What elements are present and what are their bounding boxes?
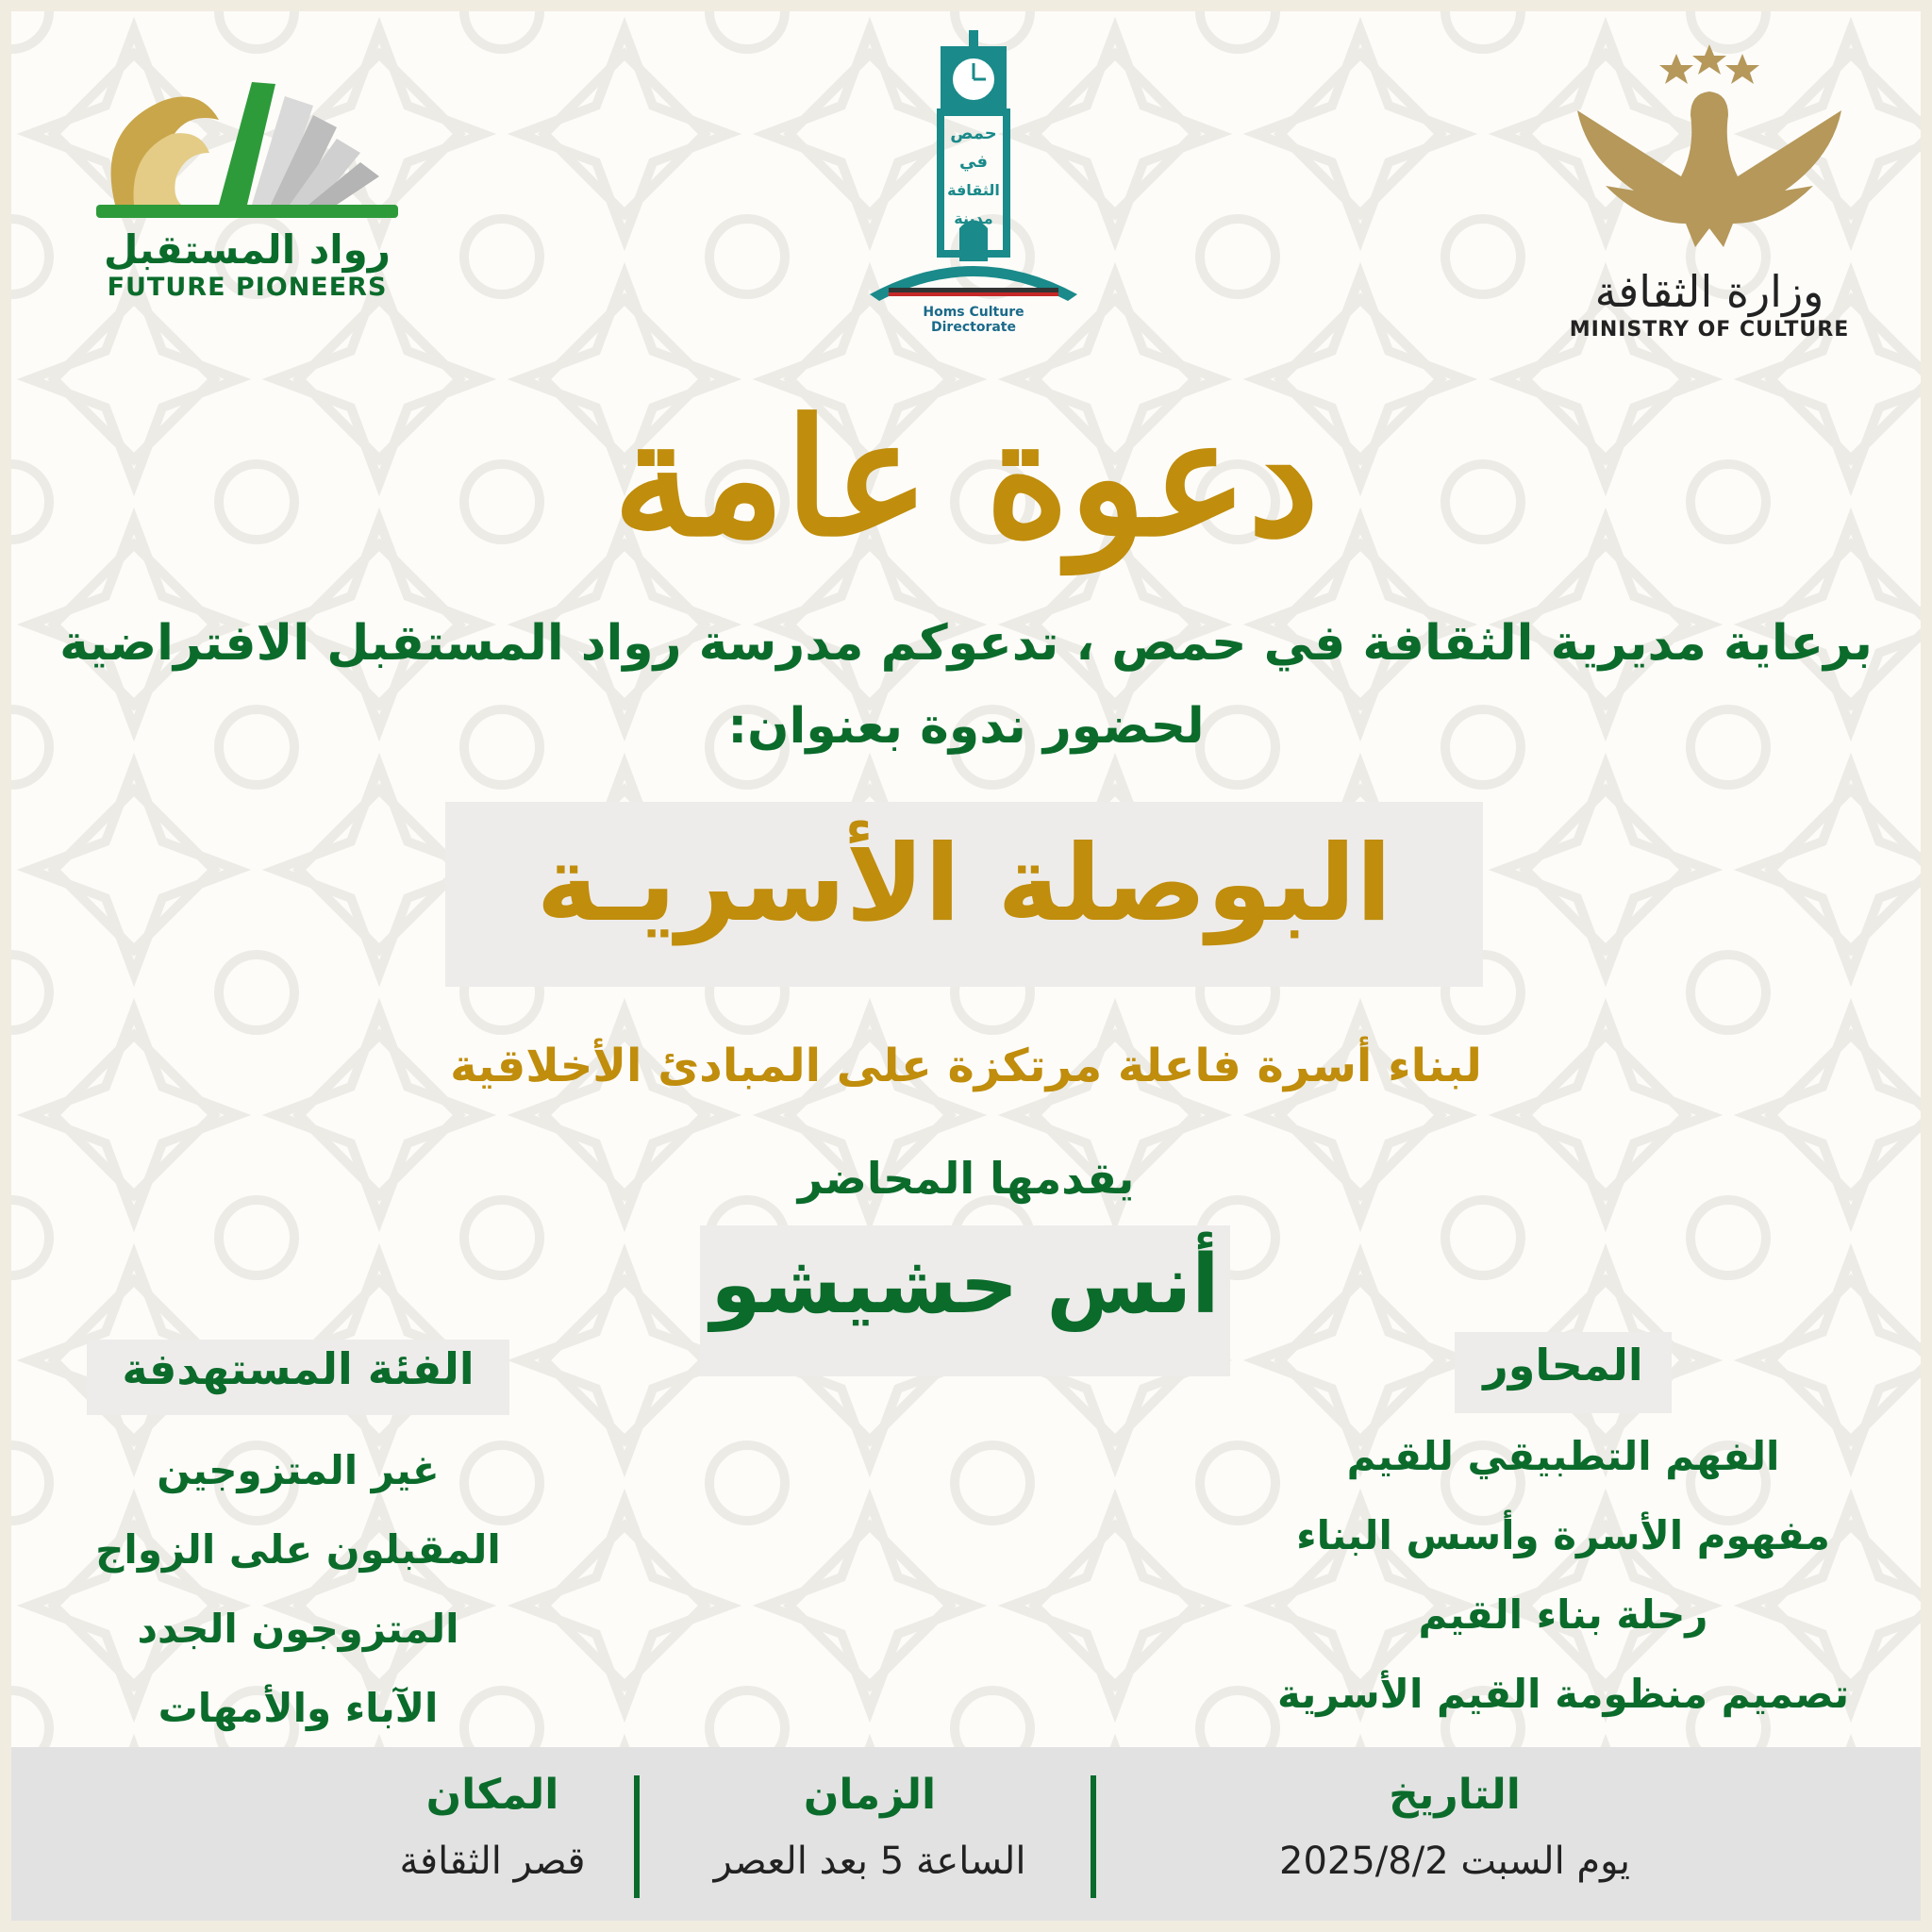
seminar-title: البوصلة الأسريـة [536, 823, 1392, 945]
list-item: الآباء والأمهات [158, 1685, 439, 1731]
homs-vertical-text [945, 120, 1002, 233]
homs-line-4: مدينة [954, 209, 993, 227]
homs-logo-en: Homs Culture Directorate [923, 305, 1024, 335]
homs-culture-logo [851, 25, 1096, 335]
list-item: مفهوم الأسرة وأسس البناء [1296, 1512, 1830, 1558]
eagle-icon [1558, 35, 1860, 261]
date-value: يوم السبت 2025/8/2 [1279, 1840, 1630, 1883]
time-value: الساعة 5 بعد العصر [713, 1840, 1026, 1883]
place-value: قصر الثقافة [399, 1840, 586, 1883]
invitation-title: دعوة عامة [612, 384, 1320, 573]
intro-line-1: برعاية مديرية الثقافة في حمص ، تدعوكم مدرسة رواد المستقبل الافتراضية [59, 615, 1873, 672]
list-item: رحلة بناء القيم [1418, 1591, 1708, 1638]
laptop-book-icon [77, 63, 417, 224]
audience-heading: الفئة المستهدفة [122, 1343, 475, 1394]
seminar-subtitle: لبناء أسرة فاعلة مرتكزة على المبادئ الأخلاقية [450, 1040, 1482, 1092]
intro-line-2: لحضور ندوة بعنوان: [727, 698, 1205, 755]
footer-divider [634, 1775, 640, 1898]
date-label: التاريخ [1389, 1771, 1521, 1819]
place-label: المكان [425, 1771, 559, 1819]
future-pioneers-ar: رواد المستقبل [104, 226, 391, 273]
footer-divider [1091, 1775, 1096, 1898]
list-item: المقبلون على الزواج [95, 1526, 501, 1573]
future-pioneers-en: FUTURE PIONEERS [107, 273, 388, 302]
list-item: تصميم منظومة القيم الأسرية [1277, 1671, 1849, 1717]
future-pioneers-logo [77, 63, 417, 308]
presenter-name: أنس حشيشو [710, 1238, 1220, 1332]
homs-line-2: في [959, 152, 988, 172]
ministry-of-culture-logo [1558, 35, 1860, 356]
time-label: الزمان [803, 1771, 937, 1819]
list-item: المتزوجون الجدد [137, 1606, 459, 1652]
audience-list [68, 1431, 528, 1748]
homs-line-3: الثقافة [947, 181, 1000, 199]
presenter-label: يقدمها المحاضر [797, 1153, 1135, 1204]
invitation-poster [11, 11, 1921, 1921]
axes-heading: المحاور [1483, 1340, 1643, 1391]
homs-line-1: حمص [950, 124, 997, 143]
ministry-en: MINISTRY OF CULTURE [1569, 318, 1850, 341]
ministry-ar: وزارة الثقافة [1594, 266, 1824, 317]
axes-list [1275, 1417, 1851, 1734]
list-item: الفهم التطبيقي للقيم [1346, 1433, 1780, 1479]
list-item: غير المتزوجين [157, 1447, 440, 1493]
